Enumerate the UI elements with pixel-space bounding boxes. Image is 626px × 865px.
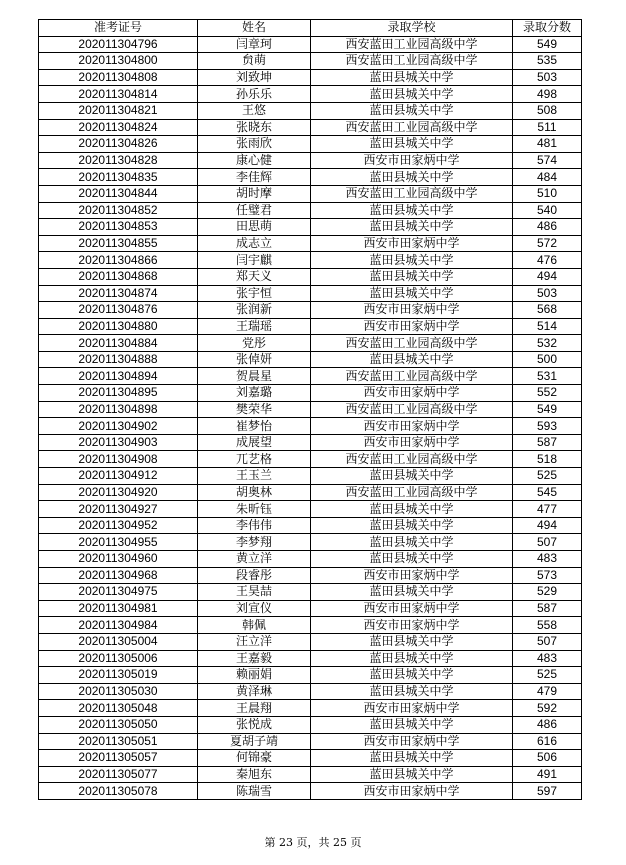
exam-id-cell: 202011304895 [39, 385, 198, 402]
student-name-cell: 李佳辉 [198, 169, 311, 186]
exam-id-cell: 202011304927 [39, 501, 198, 518]
student-name-cell: 胡奥林 [198, 484, 311, 501]
table-row [39, 36, 582, 53]
table-row [39, 152, 582, 169]
exam-id-cell: 202011304828 [39, 152, 198, 169]
student-name-cell: 李伟伟 [198, 517, 311, 534]
exam-id-cell: 202011304981 [39, 600, 198, 617]
exam-id-cell: 202011304975 [39, 584, 198, 601]
header-exam-id: 准考证号 [39, 20, 198, 37]
table-row [39, 434, 582, 451]
score-cell: 529 [513, 584, 582, 601]
student-name-cell: 张倬妍 [198, 351, 311, 368]
score-cell: 486 [513, 219, 582, 236]
table-row [39, 683, 582, 700]
exam-id-cell: 202011304852 [39, 202, 198, 219]
school-cell: 蓝田县城关中学 [311, 202, 513, 219]
score-cell: 540 [513, 202, 582, 219]
score-cell: 514 [513, 318, 582, 335]
student-name-cell: 张宇恒 [198, 285, 311, 302]
school-cell: 西安蓝田工业园高级中学 [311, 185, 513, 202]
exam-id-cell: 202011304868 [39, 268, 198, 285]
exam-id-cell: 202011305077 [39, 766, 198, 783]
table-row [39, 401, 582, 418]
exam-id-cell: 202011304888 [39, 351, 198, 368]
table-row [39, 136, 582, 153]
exam-id-cell: 202011304826 [39, 136, 198, 153]
table-row [39, 667, 582, 684]
table-row [39, 451, 582, 468]
student-name-cell: 秦旭东 [198, 766, 311, 783]
school-cell: 蓝田县城关中学 [311, 716, 513, 733]
score-cell: 597 [513, 783, 582, 800]
school-cell: 西安市田家炳中学 [311, 567, 513, 584]
student-name-cell: 闫章珂 [198, 36, 311, 53]
exam-id-cell: 202011304880 [39, 318, 198, 335]
school-cell: 蓝田县城关中学 [311, 252, 513, 269]
exam-id-cell: 202011305019 [39, 667, 198, 684]
student-name-cell: 陈瑞雪 [198, 783, 311, 800]
score-cell: 510 [513, 185, 582, 202]
school-cell: 蓝田县城关中学 [311, 517, 513, 534]
student-name-cell: 樊荣华 [198, 401, 311, 418]
score-cell: 525 [513, 468, 582, 485]
score-cell: 479 [513, 683, 582, 700]
table-row [39, 252, 582, 269]
student-name-cell: 韩佩 [198, 617, 311, 634]
exam-id-cell: 202011304984 [39, 617, 198, 634]
school-cell: 蓝田县城关中学 [311, 667, 513, 684]
student-name-cell: 刘宣仪 [198, 600, 311, 617]
exam-id-cell: 202011304952 [39, 517, 198, 534]
student-name-cell: 赖丽娟 [198, 667, 311, 684]
table-row [39, 418, 582, 435]
score-cell: 503 [513, 69, 582, 86]
exam-id-cell: 202011304898 [39, 401, 198, 418]
exam-id-cell: 202011304808 [39, 69, 198, 86]
table-row [39, 169, 582, 186]
exam-id-cell: 202011305048 [39, 700, 198, 717]
school-cell: 西安市田家炳中学 [311, 783, 513, 800]
table-row [39, 219, 582, 236]
score-cell: 486 [513, 716, 582, 733]
exam-id-cell: 202011305006 [39, 650, 198, 667]
table-row [39, 185, 582, 202]
header-score: 录取分数 [513, 20, 582, 37]
student-name-cell: 康心健 [198, 152, 311, 169]
table-row [39, 69, 582, 86]
student-name-cell: 成展望 [198, 434, 311, 451]
school-cell: 西安蓝田工业园高级中学 [311, 451, 513, 468]
school-cell: 蓝田县城关中学 [311, 650, 513, 667]
score-cell: 511 [513, 119, 582, 136]
exam-id-cell: 202011304853 [39, 219, 198, 236]
school-cell: 蓝田县城关中学 [311, 102, 513, 119]
score-cell: 587 [513, 600, 582, 617]
student-name-cell: 李梦翔 [198, 534, 311, 551]
student-name-cell: 刘嘉璐 [198, 385, 311, 402]
student-name-cell: 孙乐乐 [198, 86, 311, 103]
score-cell: 592 [513, 700, 582, 717]
table-row [39, 551, 582, 568]
exam-id-cell: 202011305057 [39, 750, 198, 767]
score-cell: 568 [513, 302, 582, 319]
student-name-cell: 王悠 [198, 102, 311, 119]
score-cell: 477 [513, 501, 582, 518]
score-cell: 483 [513, 650, 582, 667]
school-cell: 蓝田县城关中学 [311, 633, 513, 650]
school-cell: 西安市田家炳中学 [311, 600, 513, 617]
table-row [39, 368, 582, 385]
table-row [39, 501, 582, 518]
student-name-cell: 张润新 [198, 302, 311, 319]
table-row [39, 517, 582, 534]
student-name-cell: 何锦豪 [198, 750, 311, 767]
table-row [39, 534, 582, 551]
score-cell: 549 [513, 36, 582, 53]
student-name-cell: 闫宇麒 [198, 252, 311, 269]
student-name-cell: 郑天义 [198, 268, 311, 285]
header-name: 姓名 [198, 20, 311, 37]
exam-id-cell: 202011304902 [39, 418, 198, 435]
table-row [39, 235, 582, 252]
student-name-cell: 任璧君 [198, 202, 311, 219]
table-row [39, 766, 582, 783]
school-cell: 西安市田家炳中学 [311, 318, 513, 335]
school-cell: 蓝田县城关中学 [311, 683, 513, 700]
school-cell: 蓝田县城关中学 [311, 69, 513, 86]
table-row [39, 650, 582, 667]
student-name-cell: 贠萌 [198, 53, 311, 70]
student-name-cell: 王玉兰 [198, 468, 311, 485]
exam-id-cell: 202011304968 [39, 567, 198, 584]
student-name-cell: 贺晨星 [198, 368, 311, 385]
table-row [39, 617, 582, 634]
header-school: 录取学校 [311, 20, 513, 37]
school-cell: 西安蓝田工业园高级中学 [311, 484, 513, 501]
table-row [39, 700, 582, 717]
school-cell: 西安市田家炳中学 [311, 617, 513, 634]
student-name-cell: 胡时摩 [198, 185, 311, 202]
school-cell: 蓝田县城关中学 [311, 86, 513, 103]
table-row [39, 584, 582, 601]
table-row [39, 716, 582, 733]
school-cell: 蓝田县城关中学 [311, 584, 513, 601]
school-cell: 蓝田县城关中学 [311, 169, 513, 186]
table-row [39, 600, 582, 617]
student-name-cell: 段睿彤 [198, 567, 311, 584]
student-name-cell: 张悦成 [198, 716, 311, 733]
school-cell: 西安市田家炳中学 [311, 152, 513, 169]
school-cell: 西安蓝田工业园高级中学 [311, 36, 513, 53]
school-cell: 西安市田家炳中学 [311, 418, 513, 435]
score-cell: 483 [513, 551, 582, 568]
school-cell: 蓝田县城关中学 [311, 750, 513, 767]
student-name-cell: 王晨翔 [198, 700, 311, 717]
table-row [39, 268, 582, 285]
student-name-cell: 黄泽琳 [198, 683, 311, 700]
table-row [39, 468, 582, 485]
score-cell: 491 [513, 766, 582, 783]
student-name-cell: 王昊喆 [198, 584, 311, 601]
exam-id-cell: 202011304814 [39, 86, 198, 103]
school-cell: 蓝田县城关中学 [311, 766, 513, 783]
school-cell: 蓝田县城关中学 [311, 501, 513, 518]
table-row [39, 335, 582, 352]
student-name-cell: 王瑞瑶 [198, 318, 311, 335]
score-cell: 507 [513, 534, 582, 551]
school-cell: 蓝田县城关中学 [311, 285, 513, 302]
score-cell: 507 [513, 633, 582, 650]
score-cell: 593 [513, 418, 582, 435]
table-row [39, 567, 582, 584]
student-name-cell: 党彤 [198, 335, 311, 352]
score-cell: 532 [513, 335, 582, 352]
table-row [39, 750, 582, 767]
exam-id-cell: 202011304876 [39, 302, 198, 319]
student-name-cell: 成志立 [198, 235, 311, 252]
exam-id-cell: 202011305078 [39, 783, 198, 800]
score-cell: 494 [513, 268, 582, 285]
score-cell: 535 [513, 53, 582, 70]
exam-id-cell: 202011304824 [39, 119, 198, 136]
score-cell: 525 [513, 667, 582, 684]
school-cell: 蓝田县城关中学 [311, 534, 513, 551]
school-cell: 蓝田县城关中学 [311, 468, 513, 485]
score-cell: 574 [513, 152, 582, 169]
student-name-cell: 黄立洋 [198, 551, 311, 568]
exam-id-cell: 202011305051 [39, 733, 198, 750]
table-row [39, 484, 582, 501]
table-row [39, 318, 582, 335]
school-cell: 西安蓝田工业园高级中学 [311, 53, 513, 70]
exam-id-cell: 202011305004 [39, 633, 198, 650]
student-name-cell: 刘致坤 [198, 69, 311, 86]
score-cell: 518 [513, 451, 582, 468]
exam-id-cell: 202011304821 [39, 102, 198, 119]
school-cell: 蓝田县城关中学 [311, 551, 513, 568]
table-row [39, 385, 582, 402]
score-cell: 506 [513, 750, 582, 767]
school-cell: 蓝田县城关中学 [311, 268, 513, 285]
school-cell: 西安蓝田工业园高级中学 [311, 119, 513, 136]
school-cell: 蓝田县城关中学 [311, 136, 513, 153]
exam-id-cell: 202011304874 [39, 285, 198, 302]
exam-id-cell: 202011304912 [39, 468, 198, 485]
score-cell: 545 [513, 484, 582, 501]
student-name-cell: 夏胡子靖 [198, 733, 311, 750]
score-cell: 498 [513, 86, 582, 103]
student-name-cell: 张晓东 [198, 119, 311, 136]
table-row [39, 783, 582, 800]
score-cell: 552 [513, 385, 582, 402]
student-name-cell: 崔梦怡 [198, 418, 311, 435]
exam-id-cell: 202011304955 [39, 534, 198, 551]
score-cell: 508 [513, 102, 582, 119]
exam-id-cell: 202011304800 [39, 53, 198, 70]
page-number-footer: 第 23 页，共 25 页 [264, 836, 362, 849]
exam-id-cell: 202011304844 [39, 185, 198, 202]
score-cell: 549 [513, 401, 582, 418]
table-row [39, 53, 582, 70]
exam-id-cell: 202011304920 [39, 484, 198, 501]
score-cell: 484 [513, 169, 582, 186]
score-cell: 587 [513, 434, 582, 451]
score-cell: 481 [513, 136, 582, 153]
student-name-cell: 张雨欣 [198, 136, 311, 153]
table-row [39, 285, 582, 302]
school-cell: 西安蓝田工业园高级中学 [311, 335, 513, 352]
score-cell: 616 [513, 733, 582, 750]
school-cell: 西安市田家炳中学 [311, 385, 513, 402]
school-cell: 西安市田家炳中学 [311, 434, 513, 451]
table-row [39, 86, 582, 103]
school-cell: 蓝田县城关中学 [311, 351, 513, 368]
score-cell: 503 [513, 285, 582, 302]
score-cell: 572 [513, 235, 582, 252]
admission-table [38, 19, 582, 800]
school-cell: 蓝田县城关中学 [311, 219, 513, 236]
table-header-row [39, 20, 582, 37]
school-cell: 西安蓝田工业园高级中学 [311, 401, 513, 418]
exam-id-cell: 202011305030 [39, 683, 198, 700]
table-row [39, 119, 582, 136]
score-cell: 558 [513, 617, 582, 634]
score-cell: 476 [513, 252, 582, 269]
student-name-cell: 兀艺格 [198, 451, 311, 468]
exam-id-cell: 202011305050 [39, 716, 198, 733]
student-name-cell: 田思萌 [198, 219, 311, 236]
exam-id-cell: 202011304835 [39, 169, 198, 186]
school-cell: 西安市田家炳中学 [311, 733, 513, 750]
student-name-cell: 朱昕钰 [198, 501, 311, 518]
table-row [39, 633, 582, 650]
exam-id-cell: 202011304960 [39, 551, 198, 568]
table-row [39, 202, 582, 219]
exam-id-cell: 202011304884 [39, 335, 198, 352]
exam-id-cell: 202011304855 [39, 235, 198, 252]
exam-id-cell: 202011304894 [39, 368, 198, 385]
table-row [39, 102, 582, 119]
exam-id-cell: 202011304903 [39, 434, 198, 451]
student-name-cell: 王嘉毅 [198, 650, 311, 667]
exam-id-cell: 202011304866 [39, 252, 198, 269]
score-cell: 531 [513, 368, 582, 385]
school-cell: 西安蓝田工业园高级中学 [311, 368, 513, 385]
school-cell: 西安市田家炳中学 [311, 235, 513, 252]
table-row [39, 351, 582, 368]
score-cell: 500 [513, 351, 582, 368]
table-row [39, 733, 582, 750]
school-cell: 西安市田家炳中学 [311, 302, 513, 319]
score-cell: 573 [513, 567, 582, 584]
student-name-cell: 汪立洋 [198, 633, 311, 650]
exam-id-cell: 202011304908 [39, 451, 198, 468]
table-row [39, 302, 582, 319]
score-cell: 494 [513, 517, 582, 534]
school-cell: 西安市田家炳中学 [311, 700, 513, 717]
exam-id-cell: 202011304796 [39, 36, 198, 53]
